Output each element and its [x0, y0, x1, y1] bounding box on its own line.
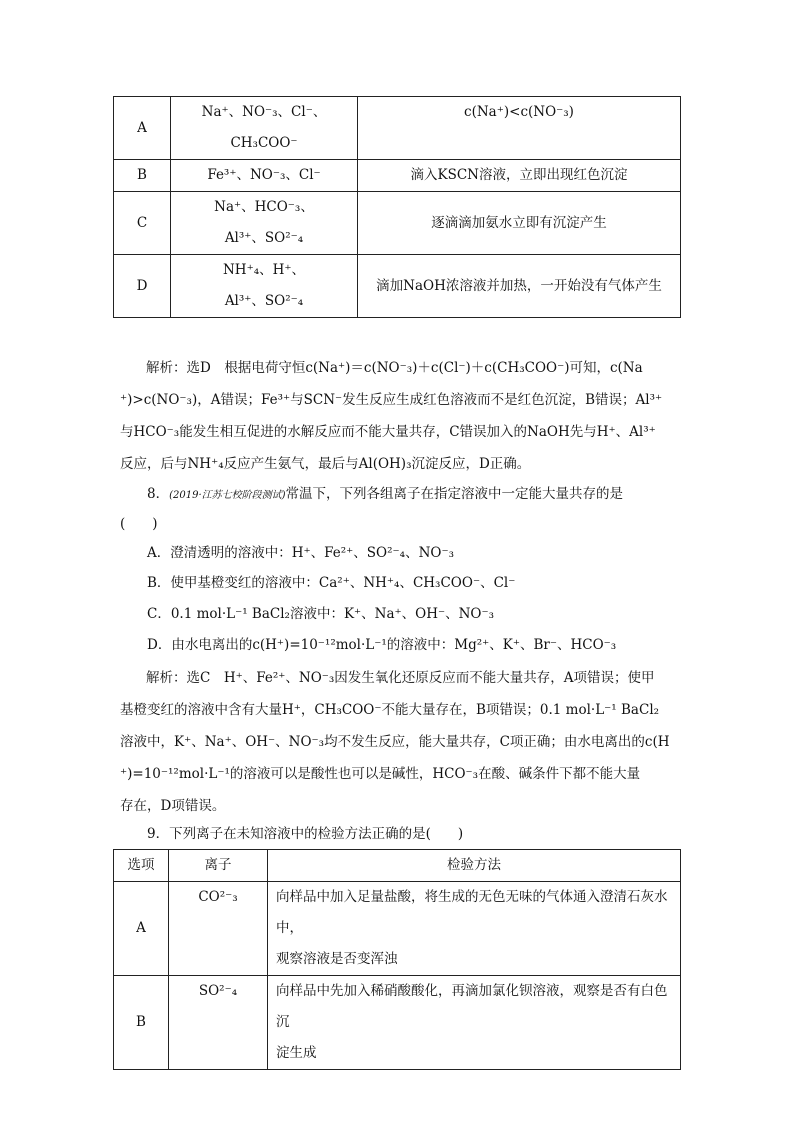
- option-cell: D: [114, 255, 171, 318]
- description-cell: 滴入KSCN溶液，立即出现红色沉淀: [358, 160, 681, 192]
- option-cell: B: [114, 976, 169, 1070]
- option-cell: A: [114, 882, 169, 976]
- ion-test-table: [113, 849, 681, 1070]
- table-row: [114, 160, 681, 192]
- ion-table-1: [113, 96, 681, 318]
- table-row: [114, 976, 681, 1070]
- description-cell: 滴加NaOH浓溶液并加热，一开始没有气体产生: [358, 255, 681, 318]
- option-cell: B: [114, 160, 171, 192]
- table-row: [114, 97, 681, 160]
- option-c: C．0.1 mol·L⁻¹ BaCl₂溶液中：K⁺、Na⁺、OH⁻、NO⁻₃: [147, 606, 495, 622]
- method-cell: 向样品中加入足量盐酸，将生成的无色无味的气体通入澄清石灰水中， 观察溶液是否变浑浊: [268, 882, 681, 976]
- ion-cell: CO²⁻₃: [169, 882, 268, 976]
- analysis-2: 解析：选C H⁺、Fe²⁺、NO⁻₃因发生氧化还原反应而不能大量共存，A项错误；使甲 基橙变红的溶液中含有大量H⁺，CH₃COO⁻不能大量存在，B项错误；0.1 mol·L⁻¹ BaCl₂ 溶液中，K⁺、Na⁺、OH⁻、NO⁻₃均不发生反应，能大量共存，C项正确；由水电离出的c(H ⁺)=10⁻¹²mol·L⁻¹的溶液可以是酸性也可以是碱性，HCO⁻₃在酸、碱条件下都不能大量 存在，D项错误。: [120, 670, 670, 814]
- ions-cell: NH⁺₄、H⁺、 Al³⁺、SO²⁻₄: [171, 255, 358, 318]
- table-row: [114, 255, 681, 318]
- ions-cell: Na⁺、HCO⁻₃、 Al³⁺、SO²⁻₄: [171, 192, 358, 255]
- ions-cell: Na⁺、NO⁻₃、Cl⁻、 CH₃COO⁻: [171, 97, 358, 160]
- option-cell: C: [114, 192, 171, 255]
- header-option: 选项: [114, 850, 169, 882]
- option-a: A．澄清透明的溶液中：H⁺、Fe²⁺、SO²⁻₄、NO⁻₃: [147, 545, 454, 561]
- description-cell: c(Na⁺)<c(NO⁻₃): [358, 97, 681, 160]
- header-method: 检验方法: [268, 850, 681, 882]
- option-d: D．由水电离出的c(H⁺)=10⁻¹²mol·L⁻¹的溶液中：Mg²⁺、K⁺、Br⁻、HCO⁻₃: [147, 637, 617, 653]
- analysis-1: 解析：选D 根据电荷守恒c(Na⁺)＝c(NO⁻₃)＋c(Cl⁻)＋c(CH₃COO⁻)可知，c(Na ⁺)>c(NO⁻₃)，A错误；Fe³⁺与SCN⁻发生反应生成红色溶液而不是红色沉淀，B错误；Al³⁺ 与HCO⁻₃能发生相互促进的水解反应而不能大量共存，C错误加入的NaOH先与H⁺、Al³⁺ 反应，后与NH⁺₄反应产生氨气，最后与Al(OH)₃沉淀反应，D正确。: [120, 360, 663, 472]
- table-row: [114, 192, 681, 255]
- ions-cell: Fe³⁺、NO⁻₃、Cl⁻: [171, 160, 358, 192]
- question-8-stem: 8．(2019·江苏七校阶段测试)常温下，下列各组离子在指定溶液中一定能大量共存的是: [147, 486, 624, 502]
- option-b: B．使甲基橙变红的溶液中：Ca²⁺、NH⁺₄、CH₃COO⁻、Cl⁻: [147, 575, 516, 591]
- table-header-row: [114, 850, 681, 882]
- table-row: [114, 882, 681, 976]
- option-cell: A: [114, 97, 171, 160]
- description-cell: 逐滴滴加氨水立即有沉淀产生: [358, 192, 681, 255]
- header-ion: 离子: [169, 850, 268, 882]
- method-cell: 向样品中先加入稀硝酸酸化，再滴加氯化钡溶液，观察是否有白色沉 淀生成: [268, 976, 681, 1070]
- question-9-stem: 9．下列离子在未知溶液中的检验方法正确的是( ): [147, 826, 464, 842]
- question-8-paren: ( ): [120, 516, 158, 532]
- ion-cell: SO²⁻₄: [169, 976, 268, 1070]
